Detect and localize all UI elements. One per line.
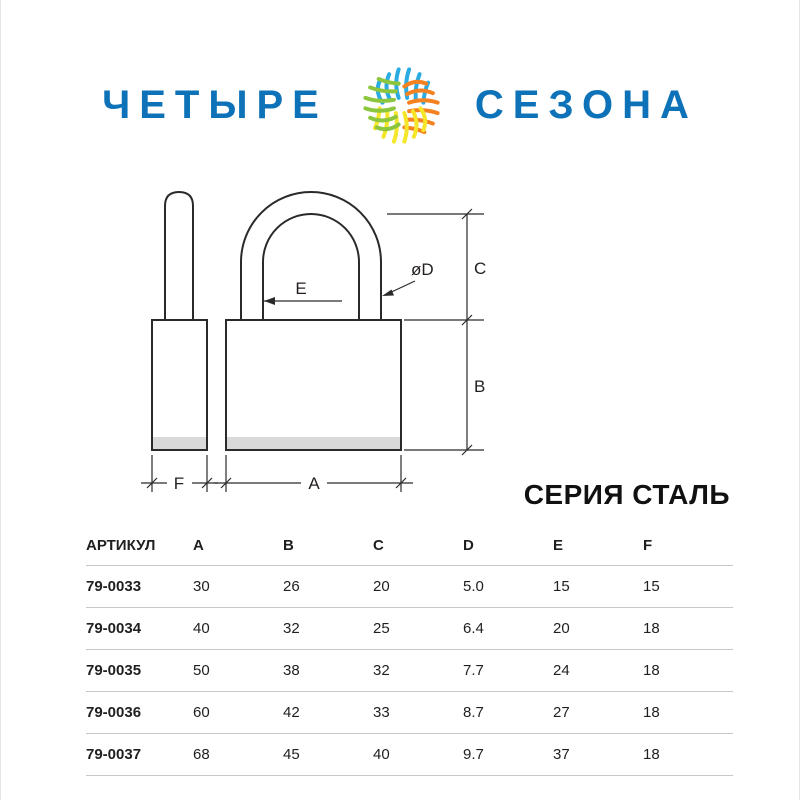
- cell-f: 18: [643, 650, 733, 692]
- side-view-body-base: [153, 437, 206, 449]
- front-view-body-base: [227, 437, 400, 449]
- cell-d: 6.4: [463, 608, 553, 650]
- cell-c: 32: [373, 650, 463, 692]
- cell-e: 24: [553, 650, 643, 692]
- col-header-article: АРТИКУЛ: [86, 527, 193, 566]
- table-row: [86, 608, 733, 650]
- brand-word-right: СЕЗОНА: [474, 83, 698, 127]
- cell-e: 37: [553, 734, 643, 776]
- cell-article: 79-0034: [86, 608, 193, 650]
- cell-e: 20: [553, 608, 643, 650]
- table-row: [86, 650, 733, 692]
- col-header-e: E: [553, 527, 643, 566]
- side-view-shackle: [165, 192, 193, 321]
- cell-b: 26: [283, 566, 373, 608]
- brand-word-left: ЧЕТЫРЕ: [102, 83, 328, 127]
- cell-article: 79-0036: [86, 692, 193, 734]
- cell-article: 79-0033: [86, 566, 193, 608]
- cell-b: 32: [283, 608, 373, 650]
- cell-e: 15: [553, 566, 643, 608]
- cell-d: 8.7: [463, 692, 553, 734]
- col-header-c: C: [373, 527, 463, 566]
- cell-b: 45: [283, 734, 373, 776]
- side-view-body: [152, 320, 207, 450]
- cell-f: 18: [643, 734, 733, 776]
- dimension-label-f: F: [173, 474, 185, 493]
- table-row: [86, 734, 733, 776]
- cell-a: 30: [193, 566, 283, 608]
- table-row: [86, 692, 733, 734]
- col-header-a: A: [193, 527, 283, 566]
- table-row: [86, 566, 733, 608]
- cell-f: 18: [643, 692, 733, 734]
- cell-article: 79-0037: [86, 734, 193, 776]
- dimension-d-leader: [382, 281, 415, 296]
- dimension-label-b: B: [474, 377, 486, 396]
- cell-d: 5.0: [463, 566, 553, 608]
- col-header-f: F: [643, 527, 733, 566]
- table-header-row: [86, 527, 733, 566]
- dimension-label-c: C: [474, 259, 487, 278]
- cell-a: 68: [193, 734, 283, 776]
- front-view-shackle: [241, 192, 381, 321]
- dimension-label-d: øD: [411, 260, 434, 279]
- cell-b: 42: [283, 692, 373, 734]
- dimension-label-e: E: [295, 279, 307, 298]
- cell-f: 15: [643, 566, 733, 608]
- cell-d: 7.7: [463, 650, 553, 692]
- dimension-e-arrow: [264, 297, 342, 305]
- cell-d: 9.7: [463, 734, 553, 776]
- cell-c: 40: [373, 734, 463, 776]
- cell-c: 25: [373, 608, 463, 650]
- padlock-technical-drawing: [1, 0, 800, 520]
- cell-a: 40: [193, 608, 283, 650]
- cell-e: 27: [553, 692, 643, 734]
- cell-article: 79-0035: [86, 650, 193, 692]
- cell-a: 50: [193, 650, 283, 692]
- col-header-d: D: [463, 527, 553, 566]
- series-title: СЕРИЯ СТАЛЬ: [523, 479, 730, 510]
- front-view-body: [226, 320, 401, 450]
- spec-table: [86, 527, 733, 776]
- dimension-label-a: A: [308, 474, 320, 493]
- cell-f: 18: [643, 608, 733, 650]
- cell-b: 38: [283, 650, 373, 692]
- cell-c: 20: [373, 566, 463, 608]
- cell-a: 60: [193, 692, 283, 734]
- col-header-b: B: [283, 527, 373, 566]
- cell-c: 33: [373, 692, 463, 734]
